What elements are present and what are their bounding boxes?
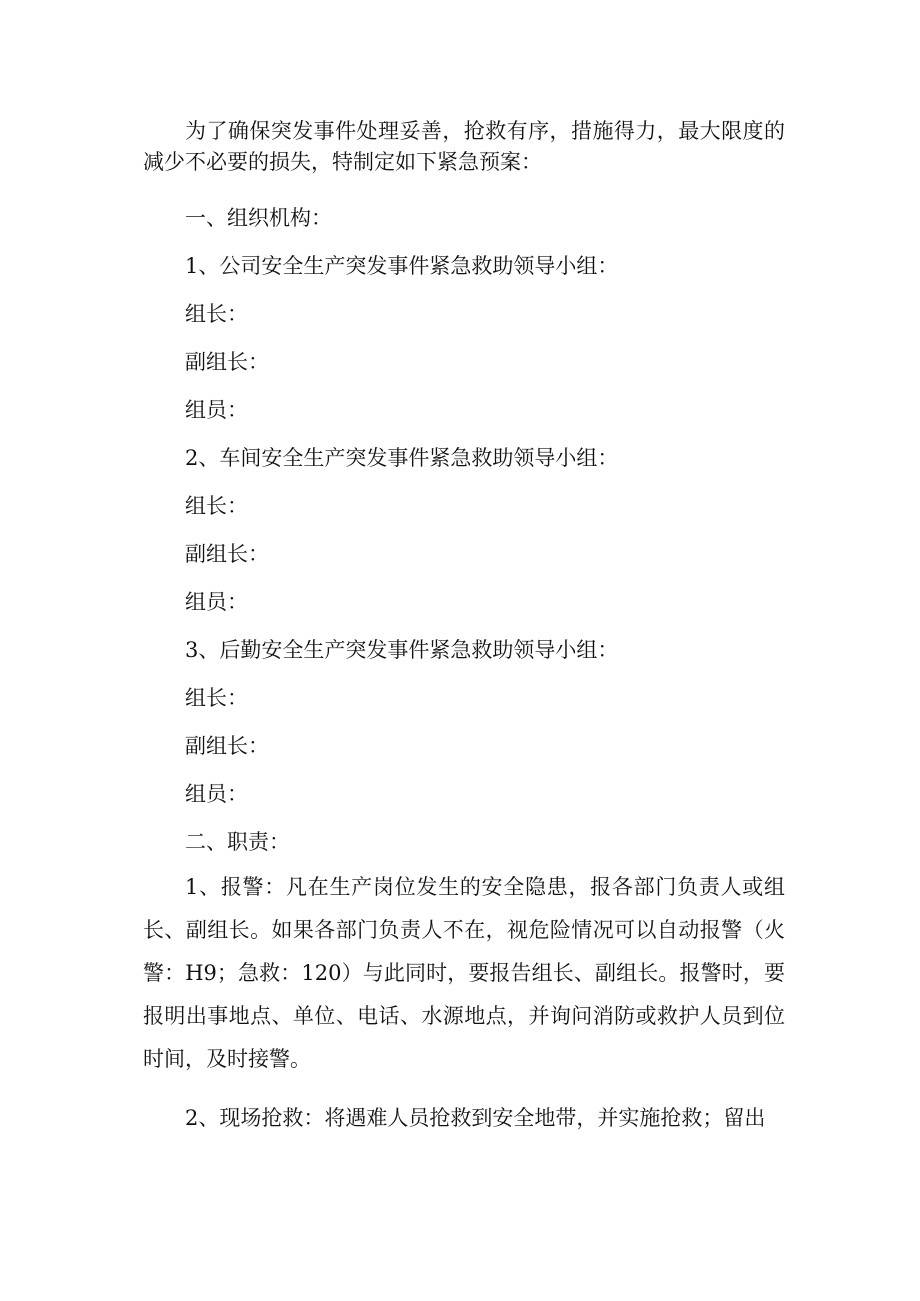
document-body xyxy=(143,116,785,1140)
duty-rescue-paragraph: 2、现场抢救：将遇难人员抢救到安全地带，并实施抢救；留出 xyxy=(185,1106,766,1130)
group-title-workshop: 2、车间安全生产突发事件紧急救助领导小组： xyxy=(185,446,619,470)
section-heading-duties: 二、职责： xyxy=(185,830,290,854)
intro-paragraph: 为了确保突发事件处理妥善，抢救有序，措施得力，最大限度的减少不必要的损失，特制定如下紧急预案： xyxy=(143,119,785,174)
group-title-company: 1、公司安全生产突发事件紧急救助领导小组： xyxy=(185,254,619,278)
group-leader-label: 组长： xyxy=(185,494,248,518)
group-members-label: 组员： xyxy=(185,590,248,614)
group-title-logistics: 3、后勤安全生产突发事件紧急救助领导小组： xyxy=(185,638,619,662)
group-members-label: 组员： xyxy=(185,398,248,422)
section-heading-organization: 一、组织机构： xyxy=(185,206,332,230)
group-members-label: 组员： xyxy=(185,782,248,806)
group-deputy-label: 副组长： xyxy=(185,350,269,374)
group-leader-label: 组长： xyxy=(185,302,248,326)
group-leader-label: 组长： xyxy=(185,686,248,710)
group-deputy-label: 副组长： xyxy=(185,734,269,758)
group-deputy-label: 副组长： xyxy=(185,542,269,566)
duty-alarm-paragraph: 1、报警：凡在生产岗位发生的安全隐患，报各部门负责人或组长、副组长。如果各部门负责人不在，视危险情况可以自动报警（火警：H9；急救：120）与此同时，要报告组长、副组长。报警时，要报明出事地点、单位、电话、水源地点，并询问消防或救护人员到位时间，及时接警。 xyxy=(143,875,785,1071)
